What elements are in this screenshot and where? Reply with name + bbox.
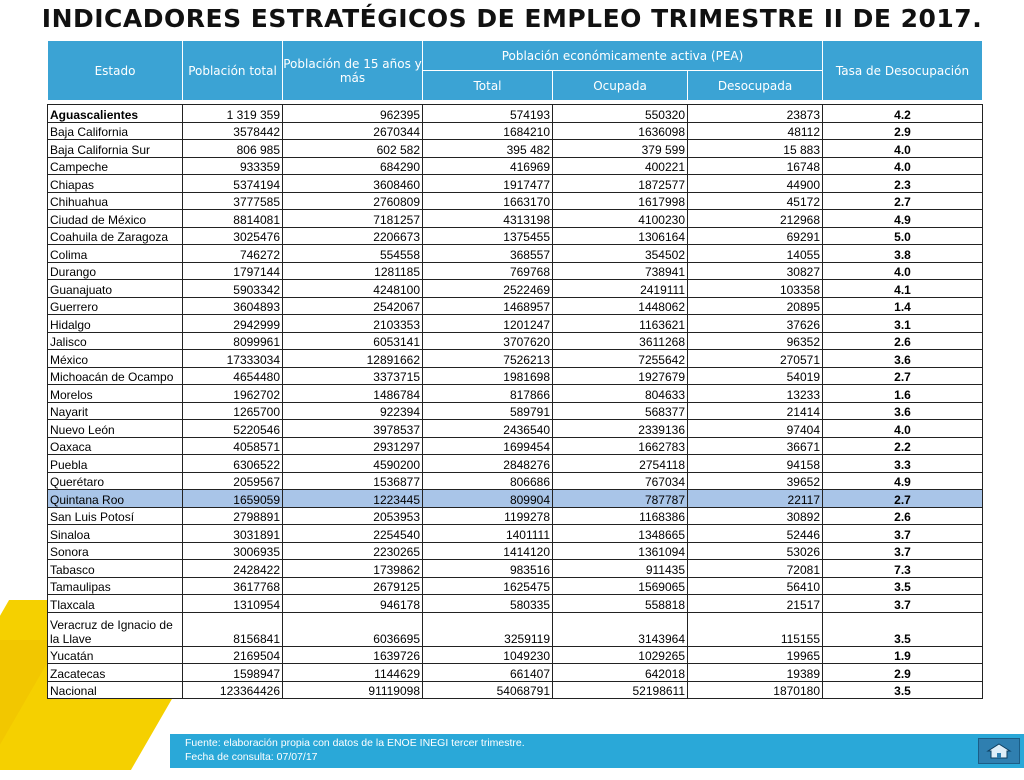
cell-ocupada: 1662783 xyxy=(553,437,688,455)
cell-pea-total: 1917477 xyxy=(423,175,553,193)
cell-estado: Michoacán de Ocampo xyxy=(48,367,183,385)
cell-poblacion-15: 1639726 xyxy=(283,646,423,664)
cell-poblacion-total: 3006935 xyxy=(183,542,283,560)
cell-poblacion-total: 8156841 xyxy=(183,612,283,646)
cell-ocupada: 787787 xyxy=(553,490,688,508)
cell-tasa: 3.5 xyxy=(823,612,983,646)
cell-estado: Morelos xyxy=(48,385,183,403)
cell-ocupada: 1306164 xyxy=(553,227,688,245)
cell-ocupada: 2339136 xyxy=(553,420,688,438)
cell-poblacion-15: 684290 xyxy=(283,157,423,175)
cell-ocupada: 3611268 xyxy=(553,332,688,350)
cell-tasa: 3.7 xyxy=(823,525,983,543)
cell-estado: Guanajuato xyxy=(48,280,183,298)
cell-desocupada: 96352 xyxy=(688,332,823,350)
cell-poblacion-total: 1659059 xyxy=(183,490,283,508)
cell-desocupada: 19965 xyxy=(688,646,823,664)
cell-tasa: 1.6 xyxy=(823,385,983,403)
header-poblacion-total: Población total xyxy=(183,41,283,101)
cell-pea-total: 1199278 xyxy=(423,507,553,525)
cell-tasa: 2.6 xyxy=(823,332,983,350)
cell-desocupada: 94158 xyxy=(688,455,823,473)
cell-poblacion-15: 2254540 xyxy=(283,525,423,543)
cell-pea-total: 3707620 xyxy=(423,332,553,350)
cell-tasa: 7.3 xyxy=(823,560,983,578)
cell-tasa: 3.3 xyxy=(823,455,983,473)
cell-poblacion-total: 3777585 xyxy=(183,192,283,210)
cell-poblacion-15: 3373715 xyxy=(283,367,423,385)
table-row xyxy=(48,227,983,245)
footer-source: Fuente: elaboración propia con datos de la ENOE INEGI tercer trimestre. xyxy=(185,737,525,749)
cell-desocupada: 212968 xyxy=(688,210,823,228)
cell-desocupada: 22117 xyxy=(688,490,823,508)
cell-ocupada: 1163621 xyxy=(553,315,688,333)
cell-tasa: 4.9 xyxy=(823,210,983,228)
table-row xyxy=(48,402,983,420)
cell-pea-total: 1663170 xyxy=(423,192,553,210)
table-row xyxy=(48,455,983,473)
cell-tasa: 4.0 xyxy=(823,140,983,158)
cell-ocupada: 642018 xyxy=(553,664,688,682)
table-row xyxy=(48,646,983,664)
cell-poblacion-total: 3604893 xyxy=(183,297,283,315)
cell-poblacion-total: 1598947 xyxy=(183,664,283,682)
cell-poblacion-total: 746272 xyxy=(183,245,283,263)
cell-tasa: 2.3 xyxy=(823,175,983,193)
cell-desocupada: 45172 xyxy=(688,192,823,210)
cell-poblacion-total: 4058571 xyxy=(183,437,283,455)
table-row xyxy=(48,210,983,228)
cell-poblacion-total: 2169504 xyxy=(183,646,283,664)
cell-poblacion-total: 4654480 xyxy=(183,367,283,385)
cell-desocupada: 23873 xyxy=(688,105,823,123)
cell-poblacion-15: 946178 xyxy=(283,595,423,613)
cell-poblacion-15: 2230265 xyxy=(283,542,423,560)
cell-poblacion-15: 6036695 xyxy=(283,612,423,646)
cell-tasa: 2.7 xyxy=(823,367,983,385)
cell-poblacion-15: 2053953 xyxy=(283,507,423,525)
page-title: INDICADORES ESTRATÉGICOS DE EMPLEO TRIMESTRE II DE 2017. xyxy=(41,4,983,33)
cell-pea-total: 3259119 xyxy=(423,612,553,646)
cell-estado: Chiapas xyxy=(48,175,183,193)
cell-tasa: 3.6 xyxy=(823,402,983,420)
cell-ocupada: 4100230 xyxy=(553,210,688,228)
cell-estado: Colima xyxy=(48,245,183,263)
header-total: Total xyxy=(423,71,553,101)
cell-poblacion-total: 1962702 xyxy=(183,385,283,403)
cell-tasa: 4.0 xyxy=(823,420,983,438)
cell-estado: Guerrero xyxy=(48,297,183,315)
cell-ocupada: 550320 xyxy=(553,105,688,123)
cell-poblacion-total: 5374194 xyxy=(183,175,283,193)
cell-pea-total: 1468957 xyxy=(423,297,553,315)
cell-estado: Veracruz de Ignacio de la Llave xyxy=(48,612,183,646)
cell-poblacion-15: 2679125 xyxy=(283,577,423,595)
cell-poblacion-15: 1144629 xyxy=(283,664,423,682)
table-row xyxy=(48,245,983,263)
header-desocupada: Desocupada xyxy=(688,71,823,101)
cell-pea-total: 983516 xyxy=(423,560,553,578)
cell-desocupada: 19389 xyxy=(688,664,823,682)
table-row xyxy=(48,367,983,385)
table-row xyxy=(48,315,983,333)
cell-pea-total: 817866 xyxy=(423,385,553,403)
cell-poblacion-15: 4248100 xyxy=(283,280,423,298)
cell-desocupada: 36671 xyxy=(688,437,823,455)
table-row xyxy=(48,122,983,140)
cell-estado: Sonora xyxy=(48,542,183,560)
cell-ocupada: 1927679 xyxy=(553,367,688,385)
cell-ocupada: 1636098 xyxy=(553,122,688,140)
cell-poblacion-15: 2931297 xyxy=(283,437,423,455)
cell-pea-total: 806686 xyxy=(423,472,553,490)
cell-poblacion-total: 2798891 xyxy=(183,507,283,525)
cell-desocupada: 21517 xyxy=(688,595,823,613)
cell-desocupada: 13233 xyxy=(688,385,823,403)
table-row xyxy=(48,595,983,613)
cell-ocupada: 767034 xyxy=(553,472,688,490)
cell-poblacion-total: 8099961 xyxy=(183,332,283,350)
cell-poblacion-total: 5220546 xyxy=(183,420,283,438)
header-poblacion-15: Población de 15 años y más xyxy=(283,41,423,101)
cell-poblacion-total: 933359 xyxy=(183,157,283,175)
cell-desocupada: 20895 xyxy=(688,297,823,315)
cell-estado: Nayarit xyxy=(48,402,183,420)
cell-desocupada: 30827 xyxy=(688,262,823,280)
cell-poblacion-total: 3617768 xyxy=(183,577,283,595)
cell-estado: Baja California Sur xyxy=(48,140,183,158)
cell-desocupada: 14055 xyxy=(688,245,823,263)
cell-desocupada: 72081 xyxy=(688,560,823,578)
cell-desocupada: 30892 xyxy=(688,507,823,525)
cell-ocupada: 1872577 xyxy=(553,175,688,193)
cell-ocupada: 738941 xyxy=(553,262,688,280)
table-row xyxy=(48,192,983,210)
cell-desocupada: 115155 xyxy=(688,612,823,646)
table-row xyxy=(48,664,983,682)
cell-poblacion-total: 3025476 xyxy=(183,227,283,245)
cell-desocupada: 56410 xyxy=(688,577,823,595)
header-estado: Estado xyxy=(48,41,183,101)
cell-poblacion-15: 3608460 xyxy=(283,175,423,193)
cell-ocupada: 354502 xyxy=(553,245,688,263)
cell-ocupada: 558818 xyxy=(553,595,688,613)
cell-desocupada: 69291 xyxy=(688,227,823,245)
cell-tasa: 4.2 xyxy=(823,105,983,123)
cell-estado: Yucatán xyxy=(48,646,183,664)
table-row xyxy=(48,560,983,578)
cell-tasa: 3.5 xyxy=(823,681,983,699)
cell-poblacion-total: 2059567 xyxy=(183,472,283,490)
cell-poblacion-total: 1797144 xyxy=(183,262,283,280)
cell-estado: Querétaro xyxy=(48,472,183,490)
cell-tasa: 3.7 xyxy=(823,595,983,613)
cell-desocupada: 97404 xyxy=(688,420,823,438)
cell-desocupada: 270571 xyxy=(688,350,823,368)
cell-pea-total: 416969 xyxy=(423,157,553,175)
cell-pea-total: 1625475 xyxy=(423,577,553,595)
cell-pea-total: 661407 xyxy=(423,664,553,682)
cell-poblacion-15: 2206673 xyxy=(283,227,423,245)
cell-pea-total: 2522469 xyxy=(423,280,553,298)
cell-tasa: 3.6 xyxy=(823,350,983,368)
cell-poblacion-total: 123364426 xyxy=(183,681,283,699)
cell-ocupada: 379 599 xyxy=(553,140,688,158)
cell-poblacion-15: 12891662 xyxy=(283,350,423,368)
table-row xyxy=(48,542,983,560)
cell-pea-total: 1981698 xyxy=(423,367,553,385)
cell-poblacion-total: 3031891 xyxy=(183,525,283,543)
cell-estado: Tamaulipas xyxy=(48,577,183,595)
table-row xyxy=(48,297,983,315)
cell-estado: Quintana Roo xyxy=(48,490,183,508)
cell-ocupada: 3143964 xyxy=(553,612,688,646)
cell-tasa: 2.6 xyxy=(823,507,983,525)
cell-ocupada: 400221 xyxy=(553,157,688,175)
cell-estado: Zacatecas xyxy=(48,664,183,682)
table-row xyxy=(48,577,983,595)
cell-poblacion-total: 6306522 xyxy=(183,455,283,473)
cell-estado: Tlaxcala xyxy=(48,595,183,613)
cell-ocupada: 52198611 xyxy=(553,681,688,699)
cell-tasa: 2.9 xyxy=(823,664,983,682)
cell-pea-total: 1699454 xyxy=(423,437,553,455)
cell-pea-total: 1049230 xyxy=(423,646,553,664)
cell-ocupada: 1029265 xyxy=(553,646,688,664)
cell-estado: San Luis Potosí xyxy=(48,507,183,525)
cell-pea-total: 1401111 xyxy=(423,525,553,543)
cell-desocupada: 44900 xyxy=(688,175,823,193)
cell-poblacion-15: 2542067 xyxy=(283,297,423,315)
cell-ocupada: 804633 xyxy=(553,385,688,403)
cell-poblacion-total: 2428422 xyxy=(183,560,283,578)
cell-tasa: 3.5 xyxy=(823,577,983,595)
table-row xyxy=(48,437,983,455)
cell-desocupada: 52446 xyxy=(688,525,823,543)
cell-poblacion-total: 17333034 xyxy=(183,350,283,368)
cell-desocupada: 1870180 xyxy=(688,681,823,699)
cell-tasa: 4.1 xyxy=(823,280,983,298)
cell-ocupada: 1569065 xyxy=(553,577,688,595)
cell-desocupada: 37626 xyxy=(688,315,823,333)
table-row xyxy=(48,420,983,438)
cell-estado: Durango xyxy=(48,262,183,280)
cell-ocupada: 1448062 xyxy=(553,297,688,315)
cell-tasa: 5.0 xyxy=(823,227,983,245)
cell-pea-total: 4313198 xyxy=(423,210,553,228)
cell-tasa: 4.0 xyxy=(823,262,983,280)
cell-tasa: 2.7 xyxy=(823,192,983,210)
cell-poblacion-15: 7181257 xyxy=(283,210,423,228)
cell-poblacion-total: 1 319 359 xyxy=(183,105,283,123)
cell-poblacion-total: 3578442 xyxy=(183,122,283,140)
employment-table xyxy=(47,104,983,699)
cell-estado: Sinaloa xyxy=(48,525,183,543)
cell-estado: Tabasco xyxy=(48,560,183,578)
cell-ocupada: 1361094 xyxy=(553,542,688,560)
cell-poblacion-15: 554558 xyxy=(283,245,423,263)
cell-pea-total: 1414120 xyxy=(423,542,553,560)
cell-desocupada: 53026 xyxy=(688,542,823,560)
cell-estado: Aguascalientes xyxy=(48,105,183,123)
cell-poblacion-15: 602 582 xyxy=(283,140,423,158)
cell-desocupada: 16748 xyxy=(688,157,823,175)
cell-ocupada: 1168386 xyxy=(553,507,688,525)
cell-poblacion-15: 1486784 xyxy=(283,385,423,403)
table-row xyxy=(48,350,983,368)
cell-desocupada: 48112 xyxy=(688,122,823,140)
cell-poblacion-15: 6053141 xyxy=(283,332,423,350)
table-row xyxy=(48,280,983,298)
cell-poblacion-15: 1536877 xyxy=(283,472,423,490)
cell-poblacion-15: 2103353 xyxy=(283,315,423,333)
cell-estado: Baja California xyxy=(48,122,183,140)
header-ocupada: Ocupada xyxy=(553,71,688,101)
cell-tasa: 3.8 xyxy=(823,245,983,263)
cell-pea-total: 769768 xyxy=(423,262,553,280)
cell-tasa: 1.9 xyxy=(823,646,983,664)
table-row xyxy=(48,681,983,699)
cell-estado: Jalisco xyxy=(48,332,183,350)
cell-pea-total: 1375455 xyxy=(423,227,553,245)
cell-tasa: 3.1 xyxy=(823,315,983,333)
table-row xyxy=(48,332,983,350)
cell-poblacion-15: 2670344 xyxy=(283,122,423,140)
cell-poblacion-total: 8814081 xyxy=(183,210,283,228)
cell-poblacion-total: 806 985 xyxy=(183,140,283,158)
cell-poblacion-15: 1281185 xyxy=(283,262,423,280)
cell-pea-total: 2436540 xyxy=(423,420,553,438)
cell-pea-total: 809904 xyxy=(423,490,553,508)
cell-tasa: 1.4 xyxy=(823,297,983,315)
cell-tasa: 4.0 xyxy=(823,157,983,175)
cell-poblacion-15: 3978537 xyxy=(283,420,423,438)
table-row xyxy=(48,385,983,403)
cell-desocupada: 21414 xyxy=(688,402,823,420)
cell-ocupada: 2419111 xyxy=(553,280,688,298)
header-pea: Población económicamente activa (PEA) xyxy=(423,41,823,71)
cell-poblacion-total: 1265700 xyxy=(183,402,283,420)
table-row xyxy=(48,490,983,508)
cell-poblacion-total: 2942999 xyxy=(183,315,283,333)
cell-estado: Campeche xyxy=(48,157,183,175)
cell-pea-total: 574193 xyxy=(423,105,553,123)
cell-desocupada: 39652 xyxy=(688,472,823,490)
cell-estado: Puebla xyxy=(48,455,183,473)
home-icon xyxy=(986,743,1012,759)
cell-estado: Chihuahua xyxy=(48,192,183,210)
table-row xyxy=(48,105,983,123)
cell-desocupada: 103358 xyxy=(688,280,823,298)
cell-tasa: 3.7 xyxy=(823,542,983,560)
cell-pea-total: 7526213 xyxy=(423,350,553,368)
cell-poblacion-15: 2760809 xyxy=(283,192,423,210)
home-button[interactable] xyxy=(978,738,1020,764)
table-row xyxy=(48,175,983,193)
cell-poblacion-15: 4590200 xyxy=(283,455,423,473)
cell-estado: Nacional xyxy=(48,681,183,699)
cell-poblacion-15: 922394 xyxy=(283,402,423,420)
cell-ocupada: 1617998 xyxy=(553,192,688,210)
cell-estado: Coahuila de Zaragoza xyxy=(48,227,183,245)
table-row xyxy=(48,262,983,280)
cell-estado: Hidalgo xyxy=(48,315,183,333)
cell-ocupada: 911435 xyxy=(553,560,688,578)
cell-tasa: 2.2 xyxy=(823,437,983,455)
cell-pea-total: 368557 xyxy=(423,245,553,263)
cell-desocupada: 54019 xyxy=(688,367,823,385)
cell-estado: Ciudad de México xyxy=(48,210,183,228)
table-row xyxy=(48,525,983,543)
cell-ocupada: 568377 xyxy=(553,402,688,420)
cell-desocupada: 15 883 xyxy=(688,140,823,158)
cell-poblacion-15: 1223445 xyxy=(283,490,423,508)
cell-pea-total: 589791 xyxy=(423,402,553,420)
footer-date: Fecha de consulta: 07/07/17 xyxy=(185,751,318,763)
cell-pea-total: 54068791 xyxy=(423,681,553,699)
cell-poblacion-15: 1739862 xyxy=(283,560,423,578)
table-row xyxy=(48,140,983,158)
table-header xyxy=(47,40,983,101)
cell-ocupada: 1348665 xyxy=(553,525,688,543)
cell-poblacion-15: 962395 xyxy=(283,105,423,123)
table-row xyxy=(48,157,983,175)
header-tasa: Tasa de Desocupación xyxy=(823,41,983,101)
cell-estado: México xyxy=(48,350,183,368)
table-row xyxy=(48,507,983,525)
cell-pea-total: 2848276 xyxy=(423,455,553,473)
cell-ocupada: 2754118 xyxy=(553,455,688,473)
cell-pea-total: 1684210 xyxy=(423,122,553,140)
cell-ocupada: 7255642 xyxy=(553,350,688,368)
cell-tasa: 2.7 xyxy=(823,490,983,508)
cell-pea-total: 395 482 xyxy=(423,140,553,158)
cell-estado: Nuevo León xyxy=(48,420,183,438)
cell-tasa: 4.9 xyxy=(823,472,983,490)
cell-pea-total: 1201247 xyxy=(423,315,553,333)
cell-poblacion-total: 1310954 xyxy=(183,595,283,613)
table-row xyxy=(48,612,983,646)
cell-pea-total: 580335 xyxy=(423,595,553,613)
cell-tasa: 2.9 xyxy=(823,122,983,140)
table-row xyxy=(48,472,983,490)
cell-poblacion-total: 5903342 xyxy=(183,280,283,298)
cell-estado: Oaxaca xyxy=(48,437,183,455)
cell-poblacion-15: 91119098 xyxy=(283,681,423,699)
